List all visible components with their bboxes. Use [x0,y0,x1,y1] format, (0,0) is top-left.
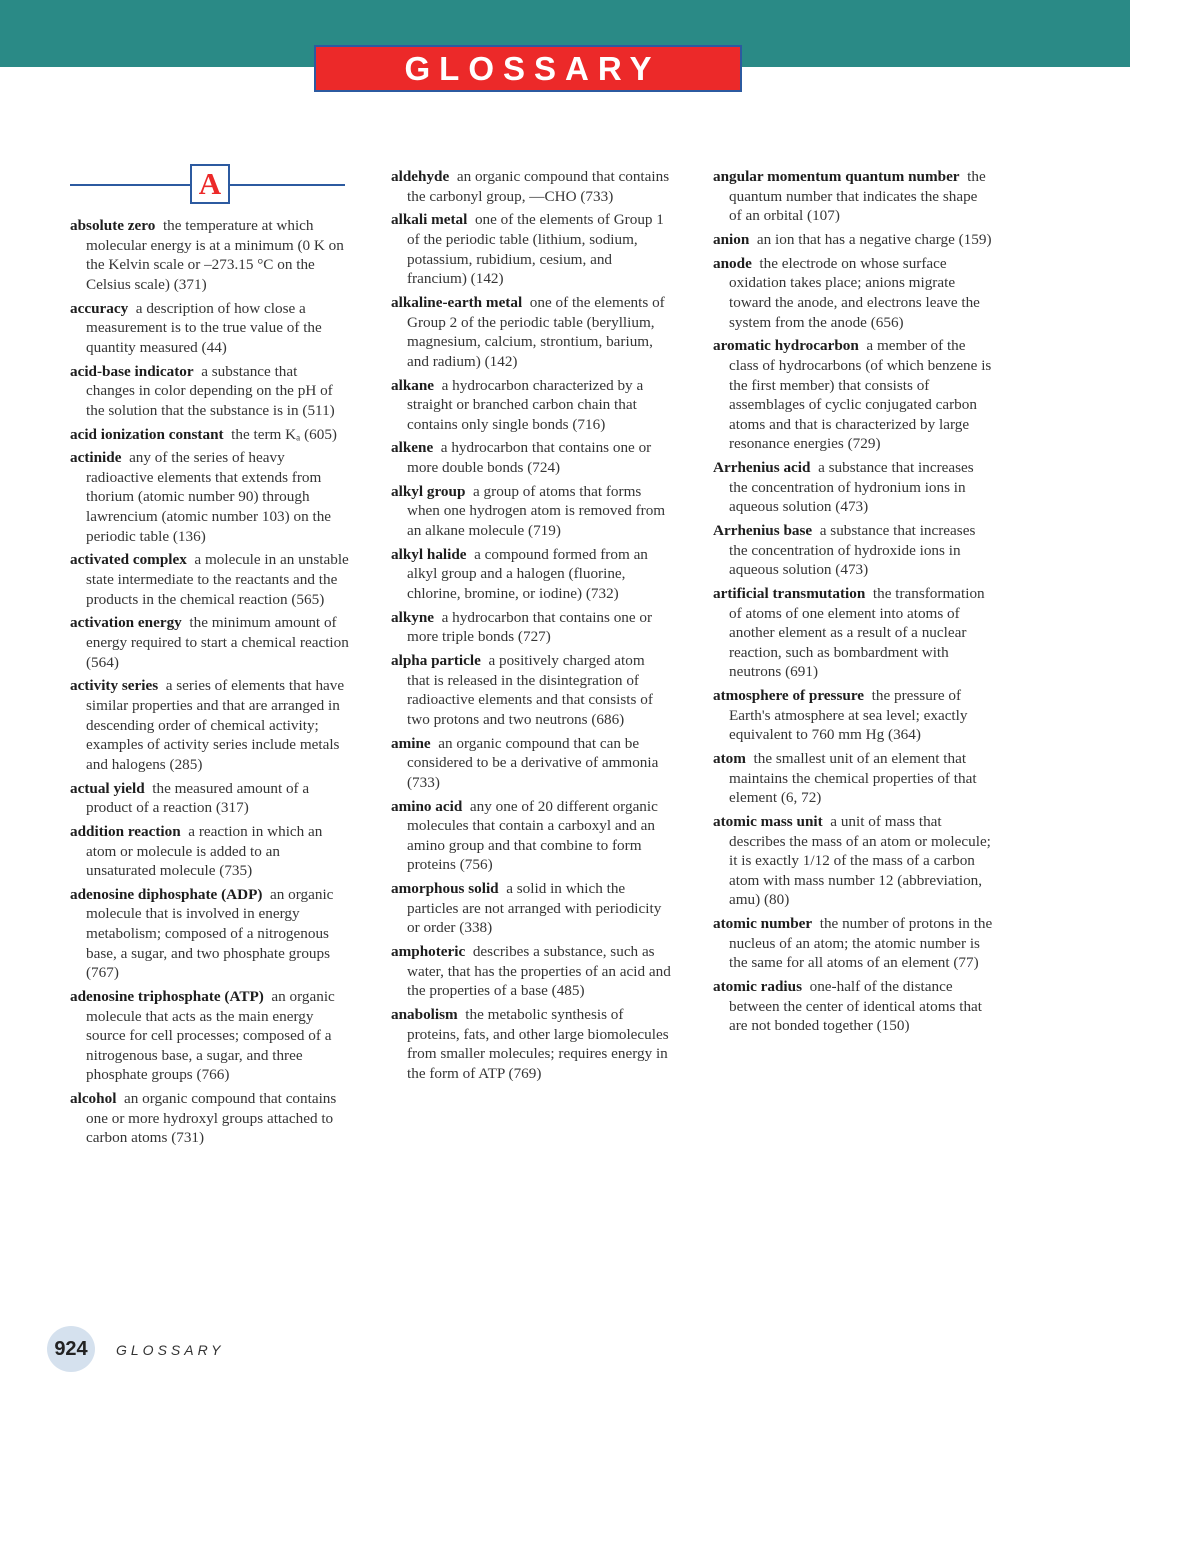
footer-label: GLOSSARY [116,1342,225,1358]
glossary-term: alkali metal [391,211,468,229]
glossary-definition: a compound formed from an alkyl group and a halogen (fluorine, chlorine, bromine, or iodine) (732) [407,545,648,602]
glossary-definition: a solid in which the particles are not arranged with periodicity or order (338) [407,880,662,937]
glossary-definition: the smallest unit of an element that maintains the chemical properties of that element (6, 72) [729,750,977,807]
glossary-entry [713,254,993,332]
glossary-term: angular momentum quantum number [713,168,960,185]
glossary-term: activity series [70,677,159,695]
glossary-term: actinide [70,449,122,467]
glossary-entry [391,651,671,729]
glossary-entry [70,987,350,1085]
glossary-entry [391,167,671,206]
glossary-column-1 [70,216,350,1152]
glossary-term: adenosine diphosphate (ADP) [70,885,263,903]
page-number-badge [47,1326,95,1372]
glossary-definition: a substance that increases the concentration of hydronium ions in aqueous solution (473) [729,459,974,516]
glossary-term: alkyne [391,608,435,626]
glossary-entry [391,438,671,477]
section-letter: A [190,164,230,204]
glossary-definition: a hydrocarbon characterized by a straight or branched carbon chain that contains only single bonds (716) [407,376,644,433]
glossary-term: alkyl halide [391,545,467,563]
glossary-entry [391,734,671,793]
glossary-entry [713,584,993,682]
glossary-entry [70,885,350,983]
glossary-definition: one of the elements of Group 1 of the periodic table (lithium, sodium, potassium, rubidium, cesium, and francium) (142) [407,211,664,288]
glossary-definition: the minimum amount of energy required to start a chemical reaction (564) [86,614,349,671]
glossary-term: alcohol [70,1090,117,1108]
glossary-entry [391,210,671,288]
glossary-definition: a group of atoms that forms when one hydrogen atom is removed from an alkane molecule (719) [407,482,666,540]
title-banner [314,45,742,92]
glossary-definition: a positively charged atom that is released in the disintegration of radioactive elements and that consists of two protons and two neutrons (686) [407,652,653,728]
glossary-entry [70,613,350,672]
glossary-entry [391,376,671,435]
glossary-entry [713,812,993,910]
glossary-definition: an organic compound that contains the carbonyl group, —CHO (733) [407,168,670,205]
glossary-definition: one-half of the distance between the center of identical atoms that are not bonded together (150) [729,978,983,1035]
glossary-entry [713,914,993,973]
glossary-term: anabolism [391,1006,458,1024]
glossary-entry [713,230,993,250]
glossary-column-2 [391,167,671,1088]
glossary-entry [713,749,993,808]
glossary-entry [391,608,671,647]
glossary-entry [391,293,671,371]
glossary-definition: one of the elements of Group 2 of the periodic table (beryllium, magnesium, calcium, strontium, barium, and radium) (142) [407,293,665,370]
glossary-term: anion [713,230,750,248]
glossary-term: acid-base indicator [70,362,194,380]
glossary-term: acid ionization constant [70,425,224,443]
glossary-term: alkane [391,376,435,394]
page-number: 924 [54,1337,88,1360]
glossary-term: anode [713,254,752,272]
glossary-definition: an organic compound that contains one or more hydroxyl groups attached to carbon atoms (731) [86,1090,337,1147]
glossary-entry [70,822,350,881]
glossary-entry [391,1005,671,1083]
glossary-definition: any one of 20 different organic molecules that contain a carboxyl and an amino group and that combine to form proteins (756) [407,797,658,874]
glossary-definition: the measured amount of a product of a reaction (317) [86,779,310,817]
glossary-definition: any of the series of heavy radioactive elements that extends from thorium (atomic number 90) through lawrencium (atomic number 103) on the periodic table (136) [86,449,332,545]
glossary-definition: a reaction in which an atom or molecule is added to an unsaturated molecule (735) [86,822,323,880]
glossary-definition: a substance that changes in color depending on the pH of the solution that the substance is in (511) [86,362,335,419]
glossary-entry [70,448,350,546]
glossary-definition: the transformation of atoms of one element into atoms of another element as a result of a nuclear reaction, such as bombardment with neutrons (691) [729,585,985,681]
glossary-entry [70,299,350,358]
glossary-term: atomic number [713,915,813,933]
glossary-term: atomic radius [713,978,803,996]
glossary-definition: the quantum number that indicates the shape of an orbital (107) [729,168,986,225]
glossary-entry [70,550,350,609]
glossary-entry [391,797,671,875]
glossary-term: amine [391,734,431,752]
glossary-definition: the electrode on whose surface oxidation takes place; anions migrate toward the anode, and electrons leave the system from the anode (656) [729,254,980,331]
glossary-term: activation energy [70,614,182,632]
glossary-term: aromatic hydrocarbon [713,337,859,355]
glossary-definition: a description of how close a measurement is to the true value of the quantity measured (44) [86,299,322,356]
glossary-entry [713,977,993,1036]
glossary-definition: an ion that has a negative charge (159) [756,230,992,248]
glossary-term: alkaline-earth metal [391,293,523,311]
glossary-entry [713,458,993,517]
glossary-term: absolute zero [70,217,156,234]
glossary-column-3 [713,167,993,1040]
glossary-term: amorphous solid [391,880,499,898]
glossary-term: atmosphere of pressure [713,687,865,705]
glossary-entry [391,942,671,1001]
glossary-definition: an organic compound that can be considered to be a derivative of ammonia (733) [407,734,659,791]
glossary-term: atom [713,750,746,768]
glossary-entry [70,216,350,294]
glossary-entry [70,779,350,818]
glossary-definition: an organic molecule that acts as the main energy source for cell processes; composed of a nitrogenous base, a sugar, and three phosphate groups (766) [86,988,335,1084]
glossary-definition: a hydrocarbon that contains one or more triple bonds (727) [407,608,653,646]
glossary-entry [713,336,993,454]
page-title: GLOSSARY [404,49,661,87]
glossary-term: Arrhenius base [713,522,813,540]
glossary-term: alpha particle [391,652,481,670]
glossary-entry [391,545,671,604]
section-divider [70,164,345,202]
glossary-definition: a series of elements that have similar properties and that are arranged in descending order of chemical activity; examples of activity series include metals and halogens (285) [86,677,345,773]
glossary-term: alkyl group [391,482,466,500]
glossary-entry [391,482,671,541]
glossary-definition: the metabolic synthesis of proteins, fats, and other large biomolecules from smaller molecules; requires energy in the form of ATP (769) [407,1006,669,1082]
glossary-definition: a unit of mass that describes the mass of an atom or molecule; it is exactly 1/12 of the mass of a carbon atom with mass number 12 (abbreviation, amu) (80) [729,813,991,909]
glossary-entry [713,167,993,226]
glossary-term: adenosine triphosphate (ATP) [70,988,264,1006]
glossary-entry [713,521,993,580]
glossary-entry [70,676,350,774]
glossary-term: amino acid [391,797,463,815]
glossary-entry [70,1089,350,1148]
glossary-term: activated complex [70,551,187,569]
glossary-entry [70,362,350,421]
glossary-entry [391,879,671,938]
glossary-definition: a substance that increases the concentration of hydroxide ions in aqueous solution (473) [729,522,976,579]
glossary-term: addition reaction [70,822,181,840]
glossary-definition: the temperature at which molecular energy is at a minimum (0 K on the Kelvin scale or –273.15 °C on the Celsius scale) (371) [86,217,344,293]
glossary-definition: a hydrocarbon that contains one or more double bonds (724) [407,439,652,477]
glossary-definition: the number of protons in the nucleus of an atom; the atomic number is the same for all atoms of an element (77) [729,915,993,972]
glossary-definition: the term Kₐ (605) [231,425,337,443]
glossary-definition: an organic molecule that is involved in energy metabolism; composed of a nitrogenous base, a sugar, and two phosphate groups (767) [86,885,334,982]
glossary-definition: describes a substance, such as water, that has the properties of an acid and the properties of a base (485) [407,943,671,1000]
glossary-entry [713,686,993,745]
glossary-term: actual yield [70,779,145,797]
glossary-definition: a molecule in an unstable state intermediate to the reactants and the products in the chemical reaction (565) [86,551,349,608]
glossary-term: accuracy [70,299,129,317]
glossary-term: atomic mass unit [713,813,823,831]
glossary-definition: the pressure of Earth's atmosphere at sea level; exactly equivalent to 760 mm Hg (364) [729,687,968,744]
glossary-definition: a member of the class of hydrocarbons (of which benzene is the first member) that consists of assemblages of cyclic conjugated carbon atoms and that is characterized by large resonance energies (729) [729,337,992,453]
glossary-entry [70,425,350,445]
glossary-term: Arrhenius acid [713,459,811,477]
glossary-term: aldehyde [391,168,450,185]
glossary-term: artificial transmutation [713,585,866,602]
glossary-term: alkene [391,439,434,457]
glossary-term: amphoteric [391,943,466,961]
